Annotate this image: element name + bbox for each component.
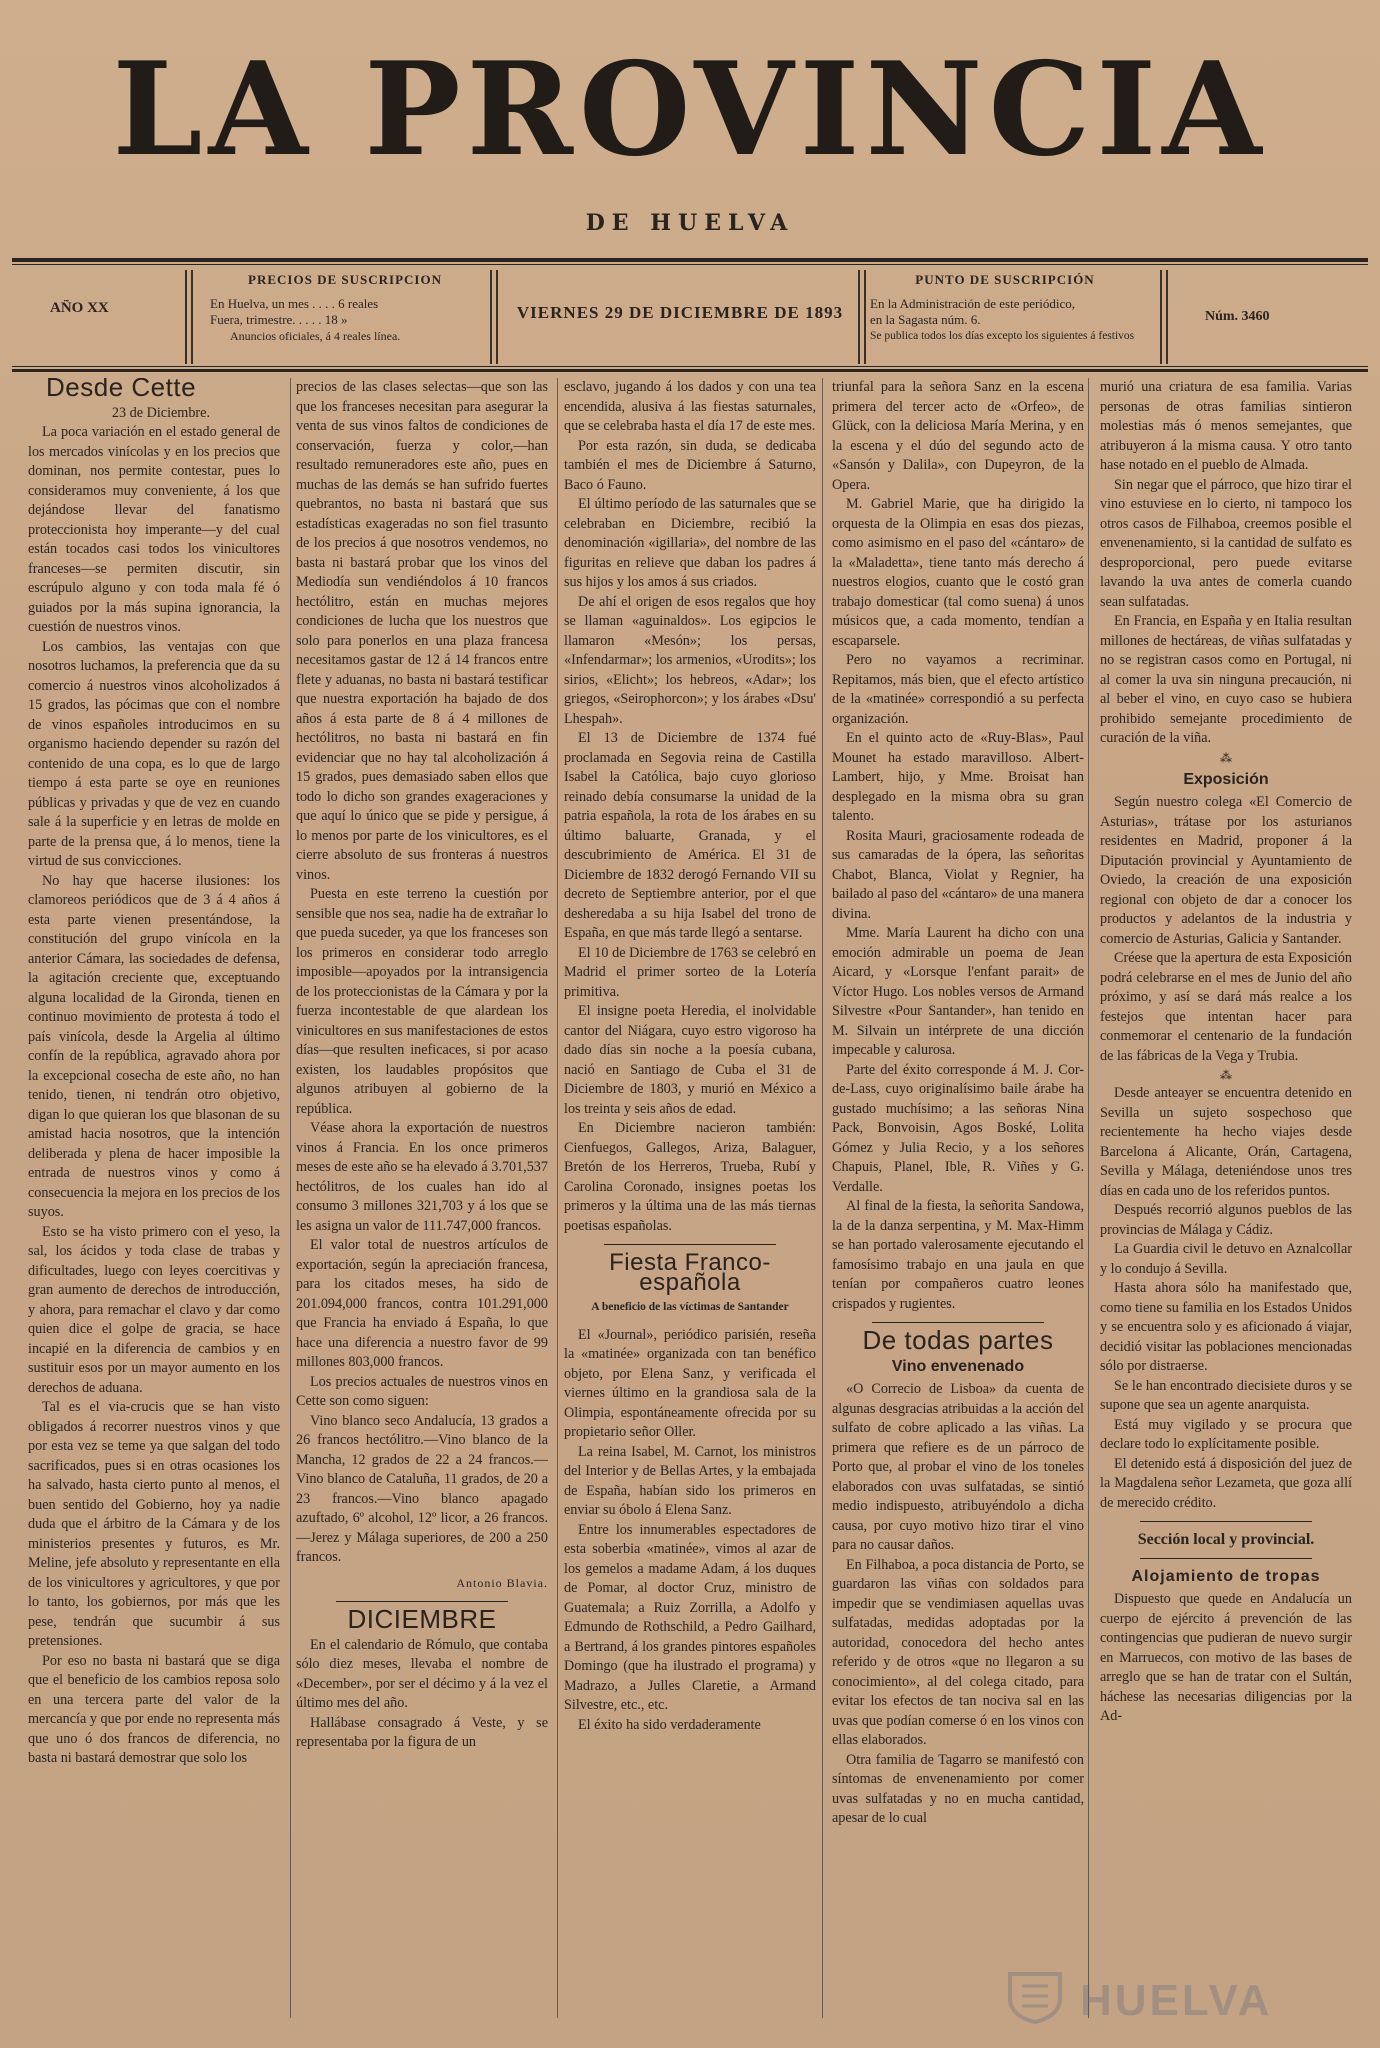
header-separator <box>864 270 866 364</box>
section-heading: Alojamiento de tropas <box>1131 1567 1321 1585</box>
paragraph: De ahí el origen de esos regalos que hoy se llaman «aguinaldos». Los egipcios le llamaron «Mesón»; los persas, «Infendarmar»; los armenios, «Urodits»; los sirios, «Elicht»; los hebreos, «Adar»; los griegos, «Seirophorcon»; y los árabes «Dsu' Lhespah». <box>564 593 816 727</box>
column-2 <box>296 378 548 2038</box>
asterism-divider: ⁂ <box>1220 1068 1232 1082</box>
section-divider <box>872 1322 1044 1323</box>
header-bottom-rule <box>12 369 1368 372</box>
paragraph: Después recorrió algunos pueblos de las provincias de Málaga y Cádiz. <box>1100 1202 1352 1238</box>
issue-date: VIERNES 29 DE DICIEMBRE DE 1893 <box>516 305 844 322</box>
paragraph: El éxito ha sido verdaderamente <box>578 1716 761 1733</box>
paragraph: En Francia, en España y en Italia resultan millones de hectáreas, de viñas sulfatadas y no se registran casos como en Portugal, ni al comer la uva sin ninguna precaución, ni al beber el vino, en cuyo caso se hubiera prohibido semejante procedimiento de curación de la viña. <box>1100 613 1352 746</box>
header-bottom-rule-thin <box>12 366 1368 367</box>
paragraph: murió una criatura de esa familia. Varias personas de otras familias sintieron molestias más ó menos semejantes, que atribuyeron á la misma causa. Y otro tanto hase notado en el pueblo de Almada. <box>1100 379 1352 473</box>
paragraph: Desde anteayer se encuentra detenido en Sevilla un sujeto sospechoso que recientemente ha hecho viajes desde Barcelona á Alicante, Orán, Cartagena, Sevilla y Málaga, deteniéndose unos tres días en cada uno de los referidos puntos. <box>1100 1085 1352 1199</box>
point-line: Se publica todos los días excepto los siguientes á festivos <box>870 330 1135 342</box>
prices-title: PRECIOS DE SUSCRIPCION <box>248 272 442 287</box>
article-columns <box>28 378 1353 2038</box>
paragraph: La Guardia civil le detuvo en Aznalcollar y lo condujo á Sevilla. <box>1100 1241 1352 1277</box>
subscription-point <box>870 272 1140 362</box>
top-rule-thin <box>12 264 1368 265</box>
section-divider <box>1140 1521 1312 1522</box>
paragraph: En el calendario de Rómulo, que contaba sólo diez meses, llevaba el nombre de «December», por ser el décimo y á la vez el último mes del año. <box>296 1636 548 1711</box>
year-label: AÑO XX <box>50 300 109 316</box>
paragraph: precios de las clases selectas—que son las que los franceses necesitan para asegurar la venta de sus vinos faltos de condiciones de conservación, fuerza y color,—han resultado remuneradores este año, pues en muchas de las demás se han sufrido fuertes quebrantos, no basta ni bastará que sus estadísticas exageradas no son fiel trasunto de los precios á que nosotros vendemos, no basta ni bastará probar que los vinos del Mediodía sun vendiéndolos á 10 francos hectólitro, están en muchas mejores condiciones de lucha que los nuestros que solo para ponerlos en una plaza francesa necesitamos gastar de 12 á 14 francos entre flete y aduanas, no basta ni bastará testificar que nuestra exportación ha bajado de dos años á esta parte de 8 á 4 millones de hectólitros, no basta ni bastará en fin evidenciar que no hay tal alcoholización á 15 grados, pues demasiado saben ellos que todo lo dicho son grandes exageraciones y que aquí lo único que se pide y persigue, á lo menos por parte de los vinicultores, es el cierre absoluto de sus fronteras á nuestros vinos. <box>296 379 548 883</box>
article-dateline: 23 de Diciembre. <box>111 404 210 421</box>
paragraph: esclavo, jugando á los dados y con una tea encendida, alusiva á las fiestas saturnales, que se celebraba hasta el día 17 de este mes. <box>564 379 816 434</box>
masthead-subtitle: DE HUELVA <box>585 210 795 236</box>
paragraph: Hasta ahora sólo ha manifestado que, como tiene su familia en los Estados Unidos y se encuentra solo y es aficionado á viajar, decidió visitar las poblaciones mencionadas sólo por distraerse. <box>1100 1280 1352 1374</box>
paragraph: El «Journal», periódico parisién, reseña la «matinée» organizada con tan benéfico objeto, por Elena Sanz, y verificada el viernes último en la grandiosa sala de la Olimpia, espontáneamente ofrecida por su propietario señor Oller. <box>564 1326 816 1440</box>
price-line: En Huelva, un mes . . . . 6 reales <box>210 296 379 311</box>
paragraph: El 10 de Diciembre de 1763 se celebró en Madrid el primer sorteo de la Lotería primitiva. <box>564 944 816 1000</box>
paragraph: Según nuestro colega «El Comercio de Asturias», trátase por los asturianos residentes en Madrid, proponer á la Diputación provincial y Ayuntamiento de Oviedo, la creación de una exposición regional con objeto de dar a conocer los productos y adelantos de la industria y comercio de Asturias, Galicia y Santander. <box>1100 794 1352 947</box>
paragraph: El último período de las saturnales que se celebraban en Diciembre, recibió la denominación «igillaria», del nombre de las figuritas en relieve que daban los padres á sus hijos y los amos á sus criados. <box>564 496 816 590</box>
paragraph: triunfal para la señora Sanz en la escena primera del tercer acto de «Orfeo», de Glück, con la deliciosa María Merina, y en la escena y el dúo del segundo acto de «Sansón y Dalila», con Dupeyron, de la Opera. <box>832 379 1084 493</box>
point-line: En la Administración de este periódico, <box>870 296 1076 311</box>
paragraph: Puesta en este terreno la cuestión por sensible que nos sea, nadie ha de extrañar lo que pueda suceder, ya que los franceses son los primeros en considerar todo arreglo imposible—apoyados por la intransigencia de los proteccionistas de la Cámara y por la fuerza incontestable de que alardean los vinicultores en sus manifestaciones de estos días—que resulten ineficaces, si por acaso existen, los laudables propósitos que algunos atribuyen al gobierno de la república. <box>296 886 548 1117</box>
header-separator <box>1166 270 1168 364</box>
paragraph: No hay que hacerse ilusiones: los clamoreos periódicos que de 3 á 4 años á esta parte vienen presentándose, la constitución del grupo vinícola en la anterior Cámara, las sociedades de defensa, la agitación creciente que, exceptuando alguna localidad de la Gironda, tienen en continuo movimiento de protesta á todo el país vinícola, desde la Argelia al último confín de la república, agravado ahora por la excepcional cosecha de este año, no han tenido, tienen, ni tendrán otro objetivo, digan lo que quieran los que blasonan de su amistad hacia nosotros, que la intención deliberada y plena de hacer imposible la entrada de nuestros vinos y como á consecuencia la mejora en los precios de los suyos. <box>28 872 280 1220</box>
section-divider <box>1140 1558 1312 1559</box>
header-separator <box>858 270 860 364</box>
masthead-title: LA PROVINCIA <box>112 35 1268 185</box>
paragraph: Parte del éxito corresponde á M. J. Cor-de-Lass, cuyo originalísimo baile árabe ha gustado muchísimo; a las señoras Nina Pack, Bonvoisin, Agos Boské, Lolita Gómez y Julia Recio, y a los señores Chapuis, Planel, Ible, R. Viñes y G. Verdalle. <box>832 1061 1084 1195</box>
column-1 <box>28 378 280 2038</box>
paragraph: El 13 de Diciembre de 1374 fué proclamada en Segovia reina de Castilla Isabel la Católica, bajo cuyo glorioso reinado debía consumarse la unidad de la patria española, la rota de los árabes en su último baluarte, Granada, y el descubrimiento de América. El 31 de Diciembre de 1832 derogó Fernando VII su decreto de Septiembre anterior, por el que desheredaba a su hija Isabel del trono de España, en que más tarde llegó a sentarse. <box>564 730 816 941</box>
article-title: DICIEMBRE <box>347 1604 497 1634</box>
paragraph: Se le han encontrado diecisiete duros y se supone que sea un agente anarquista. <box>1100 1377 1352 1413</box>
price-line: Anuncios oficiales, á 4 reales línea. <box>230 329 401 343</box>
paragraph: Los precios actuales de nuestros vinos en Cette son como siguen: <box>296 1373 548 1409</box>
paragraph: Hallábase consagrado á Veste, y se representaba por la figura de un <box>296 1714 548 1750</box>
paragraph: En el quinto acto de «Ruy-Blas», Paul Mounet ha estado maravilloso. Albert-Lambert, hijo, y Mme. Broisat han desplegado en la misma obra su gran talento. <box>832 730 1084 824</box>
section-heading: Sección local y provincial. <box>1137 1531 1315 1548</box>
paragraph: Al final de la fiesta, la señorita Sandowa, la de la danza serpentina, y M. Max-Himm se han portado valerosamente ejecutando el famosísimo trabajo en una jaula en que tenían por compañeros cuatro leones crispados y rugientes. <box>832 1198 1084 1312</box>
section-divider <box>604 1244 776 1245</box>
asterism-divider: ⁂ <box>1220 750 1232 765</box>
paragraph: Esto se ha visto primero con el yeso, la sal, los ácidos y toda clase de trabas y dificultades, luego con leyes coercitivas y gran aumento de derechos de introducción, y ahora, para remachar el clavo y dar como quien dice el golpe de gracia, se hace incapié en la diferencia de cambios y en sustituir esos por un mayor aumento en los derechos de aduana. <box>28 1223 280 1396</box>
paragraph: Los cambios, las ventajas con que nosotros luchamos, la preferencia que da su comercio á nuestros vinos alcoholizados á 15 grados, las pócimas que con el nombre de vinos españoles introducimos en su organismo haciendo depender su razón del contenido de una copa, es lo que de largo tiempo á esta parte se oye en reuniones públicas y privadas y que de vez en cuando sale á la superficie y en letras de molde en parte de la prensa que, á lo menos, tiene la virtud de sus convicciones. <box>28 638 280 869</box>
section-heading: Vino envenenado <box>891 1357 1025 1375</box>
paragraph: Está muy vigilado y se procura que declare todo lo explícitamente posible. <box>1100 1416 1352 1452</box>
paragraph: En Diciembre nacieron también: Cienfuegos, Gallegos, Ariza, Balaguer, Bretón de los Herreros, Trueba, Rubí y Carolina Coronado, insignes poetas los primeros y la última una de las más tiernas poetisas españolas. <box>564 1120 816 1234</box>
paragraph: Rosita Mauri, graciosamente rodeada de sus camaradas de la ópera, las señoritas Chabot, Blanca, Violat y Regnier, ha bailado al paso del «cántaro» de una manera divina. <box>832 827 1084 922</box>
paragraph: El detenido está á disposición del juez de la Magdalena señor Lezameta, que goza allí de merecido crédito. <box>1100 1455 1352 1511</box>
header-separator <box>185 270 187 364</box>
section-heading: Exposición <box>1183 770 1269 788</box>
paragraph: En Filhaboa, a poca distancia de Porto, se guardaron las viñas con soldados para impedir que se vendimiasen aquellas uvas sulfatadas, medidas adoptadas por la autoridad, conocedora del hecho antes referido y de otros «que no llegaron a su conocimiento», al del colega citado, para evitar los efectos de tan nociva sal en las uvas que podían comerse ó en los vinos con ellas elaborados. <box>832 1556 1084 1748</box>
column-5 <box>1100 378 1352 2038</box>
article-signature: Antonio Blavia. <box>456 1575 548 1590</box>
header-separator <box>1160 270 1162 364</box>
header-separator <box>496 270 498 364</box>
point-title: PUNTO DE SUSCRIPCIÓN <box>915 272 1095 287</box>
paragraph: «O Correcio de Lisboa» da cuenta de algunas desgracias atribuidas a la acción del sulfato de cobre aplicado a las viñas. La primera que refiere es de un párroco de Porto que, al probar el vino de los toneles elaborados con uvas sulfatadas, se sintió medio indispuesto, atribuyéndolo a dicha causa, por cuyo motivo hizo tirar el vino para no causar daños. <box>832 1381 1084 1553</box>
column-3 <box>564 378 816 2038</box>
paragraph: Otra familia de Tagarro se manifestó con síntomas de envenenamiento por comer uvas sulfatadas y no en mucha cantidad, apesar de lo cual <box>832 1751 1084 1826</box>
article-subheading: A beneficio de las víctimas de Santander <box>591 1301 789 1313</box>
paragraph: Entre los innumerables espectadores de esta soberbia «matinée», vimos al azar de los gemelos a madame Adam, á los duques de Pomar, al doctor Cruz, ministro de Guatemala; a Ruiz Zorrilla, a Adolfo y Edmundo de Rothschild, a Pedro Gailhard, a Bertrand, á los grandes pintores españoles Domingo (que ha ilustrado el programa) y Madrazo, a Julles Claretie, a Armand Silvestre, etc., etc. <box>564 1521 816 1713</box>
section-divider <box>336 1601 508 1602</box>
watermark-text: HUELVA <box>1080 1976 1273 2025</box>
header-separator <box>191 270 193 364</box>
library-watermark <box>1000 1968 1360 2028</box>
paragraph: El valor total de nuestros artículos de exportación, según la apreciación francesa, para los citados meses, ha sido de 201.094,000 francos, contra 101.291,000 que Francia ha enviado á España, lo que hace una diferencia a nuestro favor de 99 millones 803,000 francos. <box>296 1237 548 1370</box>
paragraph: Véase ahora la exportación de nuestros vinos á Francia. En los once primeros meses de este año se ha elevado á 3.701,537 hectólitros, de los cuales han ido al consumo 3 millones 321,703 y á los que se les asigna un valor de 111.747,000 francos. <box>296 1120 548 1234</box>
paragraph: Vino blanco seco Andalucía, 13 grados a 26 francos hectólitro.—Vino blanco de la Mancha, 12 grados de 22 a 24 francos.—Vino blanco de Cataluña, 11 grados, de 20 a 23 francos.—Vino blanco apagado azuftado, 6º alcohol, 12º licor, a 26 francos.—Jerez y Málaga superiores, de 200 a 250 francos. <box>296 1412 548 1565</box>
issue-number: Núm. 3460 <box>1205 309 1270 324</box>
top-rule <box>12 258 1368 262</box>
price-line: Fuera, trimestre. . . . . 18 » <box>210 312 348 327</box>
shield-icon <box>1000 1968 1070 2024</box>
paragraph: Pero no vayamos a recriminar. Repitamos, más bien, que el efecto artístico de la «matinée» correspondió a su perfecta organización. <box>832 652 1084 727</box>
paragraph: La poca variación en el estado general de los mercados vinícolas y en los precios que dominan, nos permite contestar, pues lo consideramos muy conveniente, á los que dejándose llevar del fanatismo proteccionista hoy imperante—y del cual están tocados casi todos los vinicultores franceses—se permiten discutir, sin escrúpulo alguno y con toda mala fé ó guiados por la más supina ignorancia, la cuestión de nuestros vinos. <box>28 424 280 635</box>
article-title: Desde Cette <box>46 378 197 402</box>
paragraph: Por eso no basta ni bastará que se diga que el beneficio de los cambios reposa solo en una tercera parte del valor de la mercancía y que por ende no representa más que uno ó dos francos de diferencia, no basta ni bastará demostrar que solo los <box>28 1652 280 1766</box>
subscription-prices <box>210 272 480 362</box>
paragraph: Créese que la apertura de esta Exposición podrá celebrarse en el mes de Junio del año próximo, y así se dará más realce a los festejos que intentan hacer para conmemorar el centenario de la fundación de las fábricas de la Vega y Trubia. <box>1100 950 1352 1064</box>
paragraph: La reina Isabel, M. Carnot, los ministros del Interior y de Bellas Artes, y la embajada de España, habían sido los primeros en enviar su óbolo á Elena Sanz. <box>564 1443 816 1518</box>
paragraph: Mme. María Laurent ha dicho con una emoción admirable un poema de Jean Aicard, y «Lorsque l'enfant parait» de Víctor Hugo. Los nobles versos de Armand Silvestre «Pour Santander», han tenido en M. Silvain un intérprete de una dicción impecable y calurosa. <box>832 925 1084 1058</box>
article-title: Fiesta Franco-española <box>609 1249 771 1296</box>
article-title: De todas partes <box>862 1325 1054 1355</box>
column-4 <box>832 378 1084 2038</box>
paragraph: Por esta razón, sin duda, se dedicaba también el mes de Diciembre á Saturno, Baco ó Fauno. <box>564 437 816 493</box>
paragraph: Dispuesto que quede en Andalucía un cuerpo de ejército á prevención de las contingencias que pudieran de nuevo surgir en Marruecos, con motivo de las bases de arreglo que se han de tratar con el Sultán, háchese las necesarias diligencias por la Ad- <box>1100 1591 1352 1724</box>
paragraph: El insigne poeta Heredia, el inolvidable cantor del Niágara, cuyo estro vigoroso ha dado días sin noche a la poesía cubana, nació en Santiago de Cuba el 31 de Diciembre de 1803, y murió en México a los treinta y seis años de edad. <box>564 1003 816 1117</box>
header-separator <box>490 270 492 364</box>
paragraph: Sin negar que el párroco, que hizo tirar el vino estuviese en lo cierto, ni tampoco los otros casos de Filhaboa, creemos posible el envenenamiento, si la cantidad de sulfato es desproporcional, pero puede evitarse lavando la uva antes de comerla cuando sean sulfatadas. <box>1100 476 1352 610</box>
paragraph: M. Gabriel Marie, que ha dirigido la orquesta de la Olimpia en esas dos piezas, como asimismo en el paso del «cántaro» de la «Maladetta», tiene tanto más derecho á nuestros elogios, cuanto que le costó gran trabajo domesticar (tal como suena) á unos músicos que, a cada momento, tendían a escaparsele. <box>832 496 1084 649</box>
paragraph: Tal es el via-crucis que se han visto obligados á recorrer nuestros vinos y que por esta vez se teme ya que salgan del todo sacrificados, pues si en otras ocasiones los ha salvado, hasta cierto punto al menos, el buen sentido del Gobierno, hoy ya nadie duda que el árbitro de la Cámara y de los ministerios presentes y futuros, es Mr. Meline, jefe absoluto y representante en ella de los vinicultores y agricultores, y que por lo tanto, los gobiernos, por más que les pese, tendrán que sucumbir á sus pretensiones. <box>28 1399 280 1649</box>
point-line: en la Sagasta núm. 6. <box>870 312 981 327</box>
